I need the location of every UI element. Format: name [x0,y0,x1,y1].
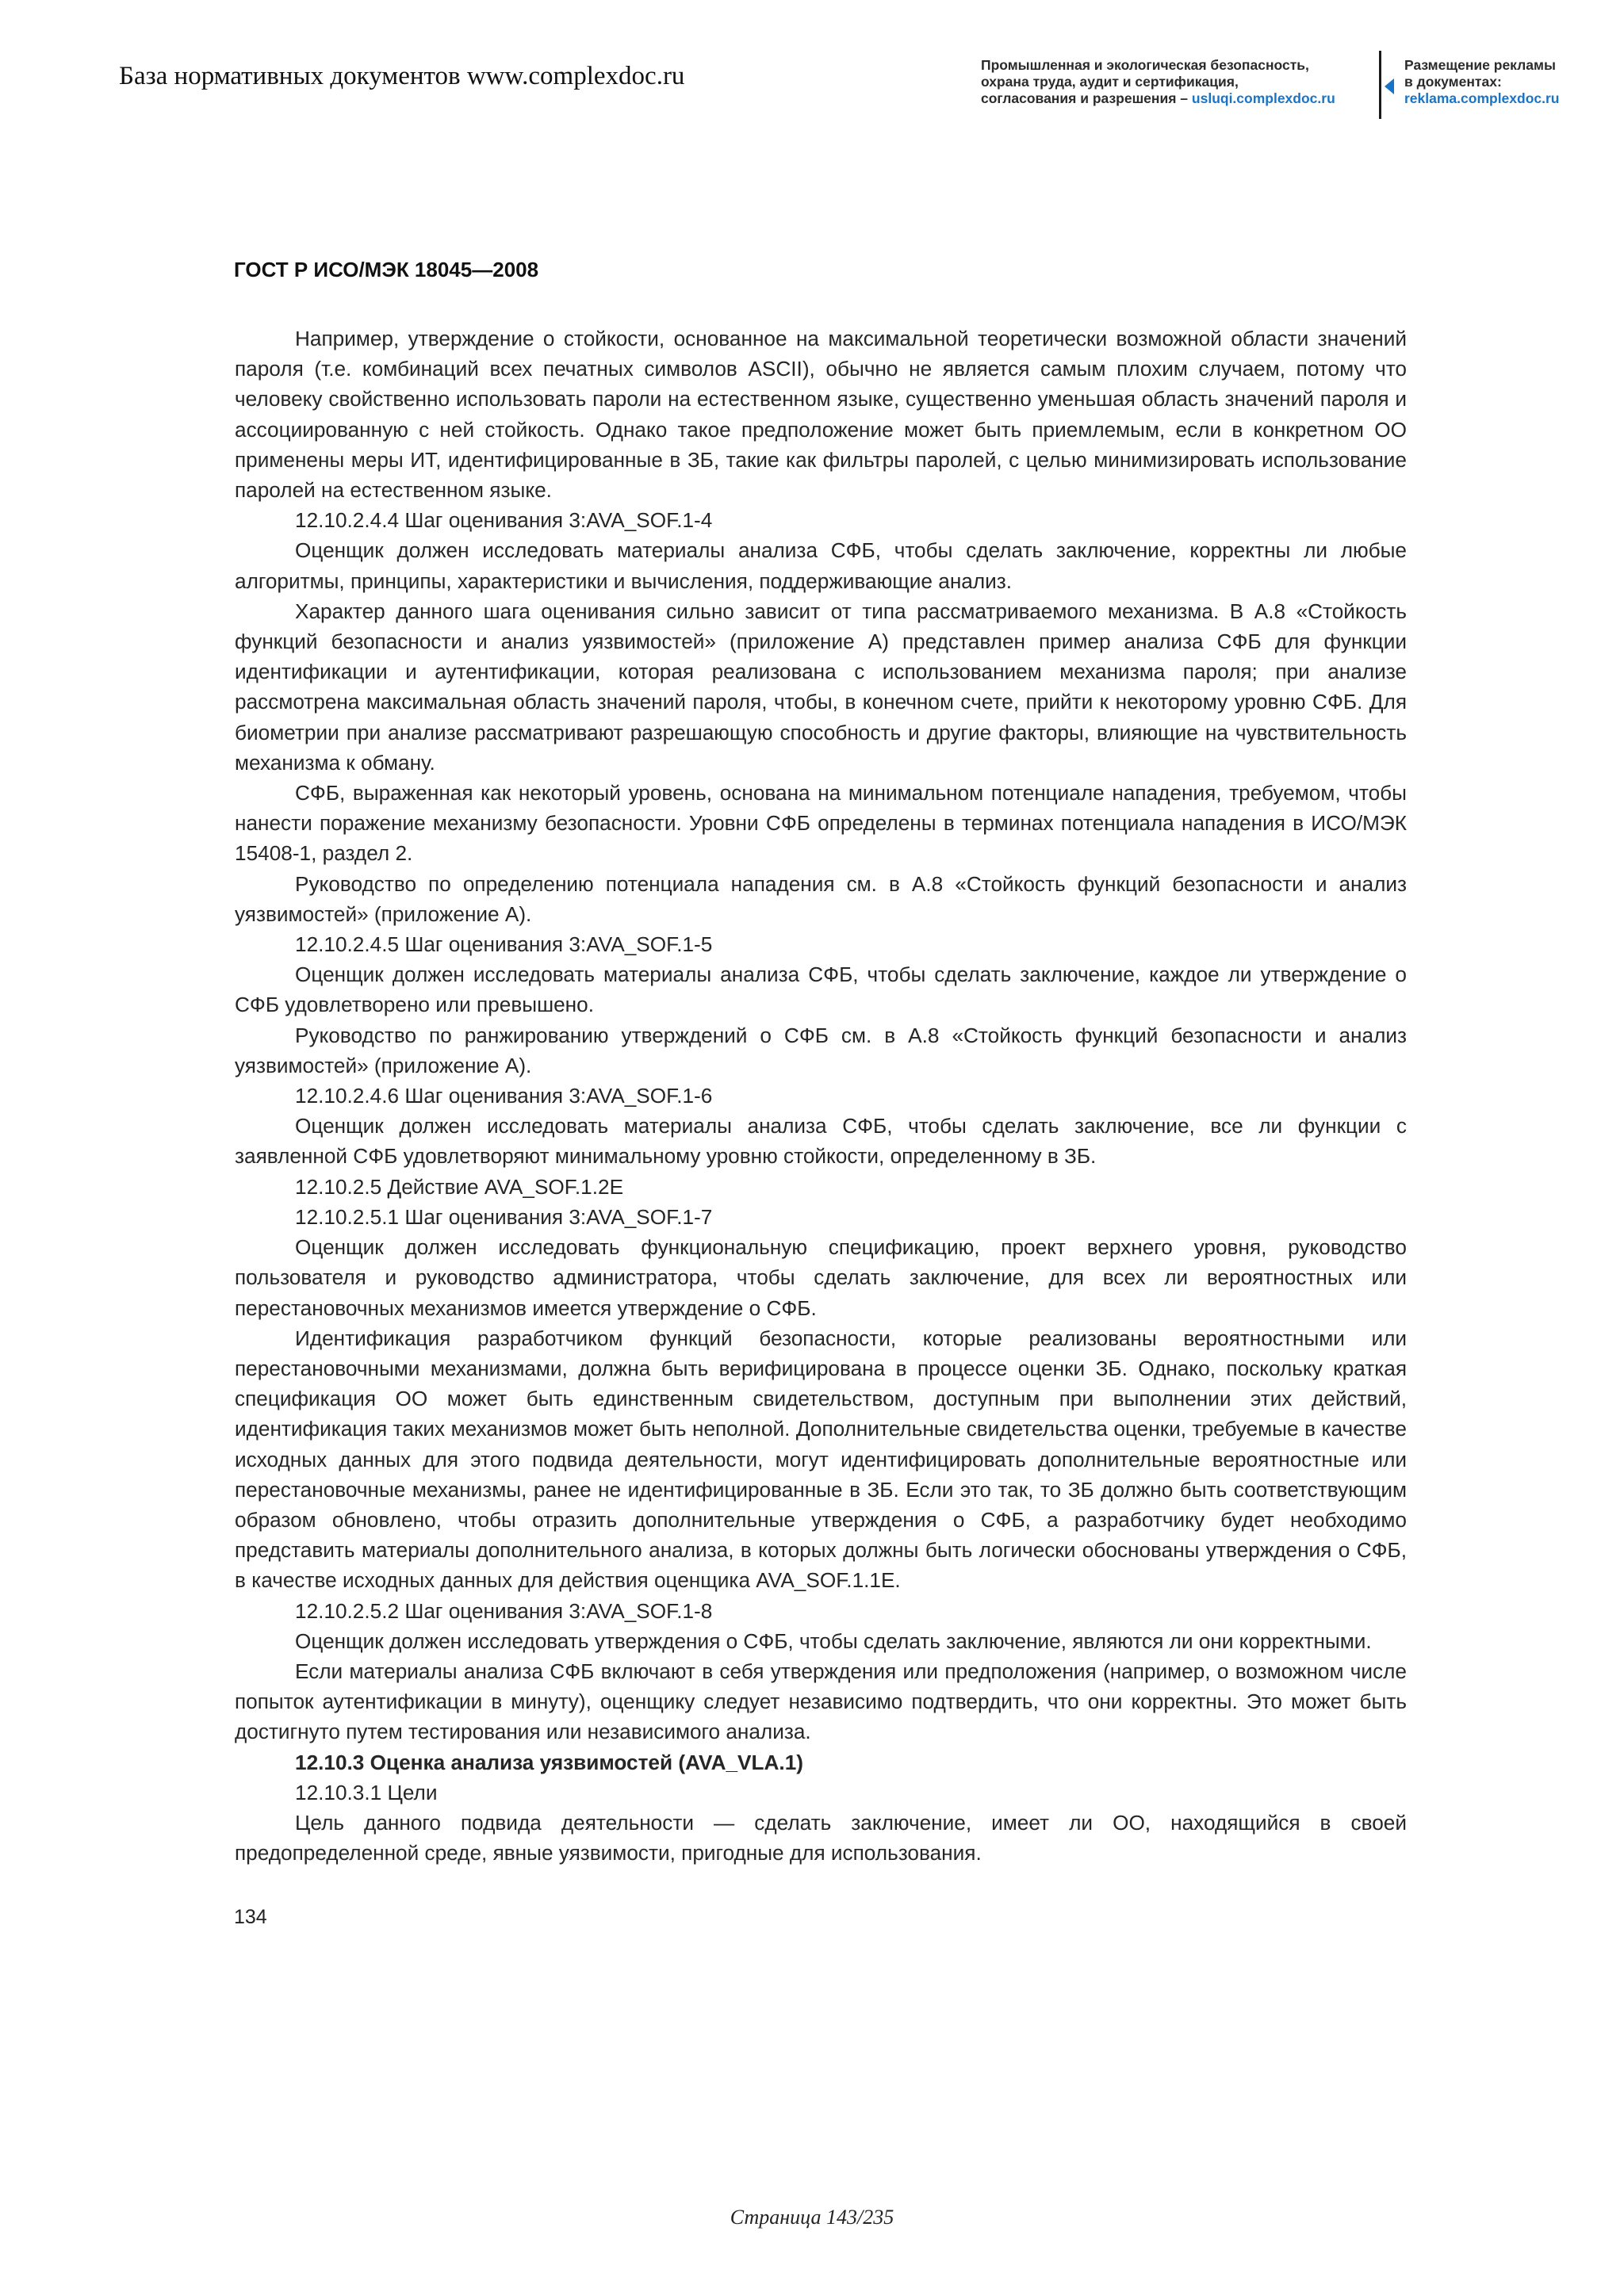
action-heading: 12.10.2.5 Действие AVA_SOF.1.2E [295,1174,624,1199]
paragraph: Руководство по определению потенциала нападения см. в А.8 «Стойкость функций безопасности и анализ уязвимостей» (приложение А). [235,871,1407,926]
document-body [235,323,1407,1868]
paragraph: Идентификация разработчиком функций безопасности, которые реализованы вероятностными или перестановочными механизмами, должна быть верифицирована в процессе оценки ЗБ. Однако, поскольку краткая спецификация ОО может быть единственным свидетельством, доступным при выполнении этих действий, идентификация таких механизмов может быть неполной. Дополнительные свидетельства оценки, требуемые в качестве исходных данных для этого подвида деятельности, могут идентифицировать дополнительные вероятностные или перестановочные механизмы, ранее не идентифицированные в ЗБ. Если это так, то ЗБ должно быть соответствующим образом обновлено, чтобы отразить дополнительные утверждения о СФБ, а разработчику будет необходимо представить материалы дополнительного анализа, в которых должны быть логически обоснованы утверждения о СФБ, в качестве исходных данных для действия оценщика AVA_SOF.1.1E. [235,1326,1407,1593]
paragraph: Оценщик должен исследовать утверждения о СФБ, чтобы сделать заключение, являются ли они корректными. [295,1628,1372,1653]
step-heading: 12.10.2.5.2 Шаг оценивания 3:AVA_SOF.1-8 [295,1598,713,1623]
promo-line: охрана труда, аудит и сертификация, [981,74,1239,90]
promo-line: Размещение рекламы [1404,57,1556,73]
promo-line: Промышленная и экологическая безопасность, [981,57,1309,73]
page-number: 134 [234,1906,267,1928]
paragraph: Оценщик должен исследовать функциональную спецификацию, проект верхнего уровня, руководство пользователя и руководство администратора, чтобы сделать заключение, для всех ли вероятностных или перестановочных механизмов имеется утверждение о СФБ. [235,1235,1407,1320]
step-heading: 12.10.2.4.5 Шаг оценивания 3:AVA_SOF.1-5 [295,932,713,957]
paragraph: Например, утверждение о стойкости, основанное на максимальной теоретически возможной области значений пароля (т.е. комбинаций всех печатных символов ASCII), обычно не является самым плохим случаем, потому что человеку свойственно использовать пароли на естественном языке, существенно уменьшая область значений пароля и ассоциированную с ней стойкость. Однако такое предположение может быть приемлемым, если в конкретном ОО применены меры ИТ, идентифицированные в ЗБ, такие как фильтры паролей, с целью минимизировать использование паролей на естественном языке. [235,327,1407,503]
promo-services [981,57,1377,107]
document-header: ГОСТ Р ИСО/МЭК 18045—2008 [234,258,539,281]
promo-divider [1379,51,1381,119]
step-heading: 12.10.2.5.1 Шаг оценивания 3:AVA_SOF.1-7 [295,1204,713,1229]
page-counter: Страница 143/235 [730,2206,894,2229]
paragraph: Характер данного шага оценивания сильно зависит от типа рассматриваемого механизма. В А.8 «Стойкость функций безопасности и анализ уязвимостей» (приложение А) представлен пример анализа СФБ для функции идентификации и аутентификации, которая реализована с использованием механизма пароля; при анализе рассмотрена максимальная область значений пароля, чтобы, в конечном счете, прийти к некоторому уровню СФБ. Для биометрии при анализе рассматривают разрешающую способность и другие факторы, влияющие на чувствительность механизма к обману. [235,599,1407,775]
advertising-link[interactable]: reklama.complexdoc.ru [1404,90,1560,106]
step-heading: 12.10.2.4.4 Шаг оценивания 3:AVA_SOF.1-4 [295,508,713,533]
site-title: База нормативных документов www.complexdoc.ru [119,62,685,90]
paragraph: Оценщик должен исследовать материалы анализа СФБ, чтобы сделать заключение, каждое ли утверждение о СФБ удовлетворено или превышено. [235,962,1407,1017]
paragraph: Цель данного подвида деятельности — сделать заключение, имеет ли ОО, находящийся в своей предопределенной среде, явные уязвимости, пригодные для использования. [235,1810,1407,1866]
paragraph: Оценщик должен исследовать материалы анализа СФБ, чтобы сделать заключение, корректны ли любые алгоритмы, принципы, характеристики и вычисления, поддерживающие анализ. [235,538,1407,593]
section-heading: 12.10.3 Оценка анализа уязвимостей (AVA_VLA.1) [295,1750,803,1774]
paragraph: Оценщик должен исследовать материалы анализа СФБ, чтобы сделать заключение, все ли функции с заявленной СФБ удовлетворяют минимальному уровню стойкости, определенному в ЗБ. [235,1114,1407,1169]
paragraph: СФБ, выраженная как некоторый уровень, основана на минимальном потенциале нападения, требуемом, чтобы нанести поражение механизму безопасности. Уровни СФБ определены в терминах потенциала нападения в ИСО/МЭК 15408-1, раздел 2. [235,781,1407,866]
paragraph: Если материалы анализа СФБ включают в себя утверждения или предположения (например, о возможном числе попыток аутентификации в минуту), оценщику следует независимо подтвердить, что они корректны. Это может быть достигнуто путем тестирования или независимого анализа. [235,1659,1407,1744]
step-heading: 12.10.2.4.6 Шаг оценивания 3:AVA_SOF.1-6 [295,1084,713,1108]
paragraph: Руководство по ранжированию утверждений о СФБ см. в А.8 «Стойкость функций безопасности и анализ уязвимостей» (приложение А). [235,1023,1407,1077]
subsection-heading: 12.10.3.1 Цели [295,1780,438,1804]
services-link[interactable]: usluqi.complexdoc.ru [1191,90,1335,106]
promo-line [981,90,1377,107]
promo-line-text: согласования и разрешения – [981,90,1192,106]
promo-advertising [1404,57,1603,107]
promo-line: в документах: [1404,74,1502,90]
arrow-left-icon [1385,78,1394,94]
